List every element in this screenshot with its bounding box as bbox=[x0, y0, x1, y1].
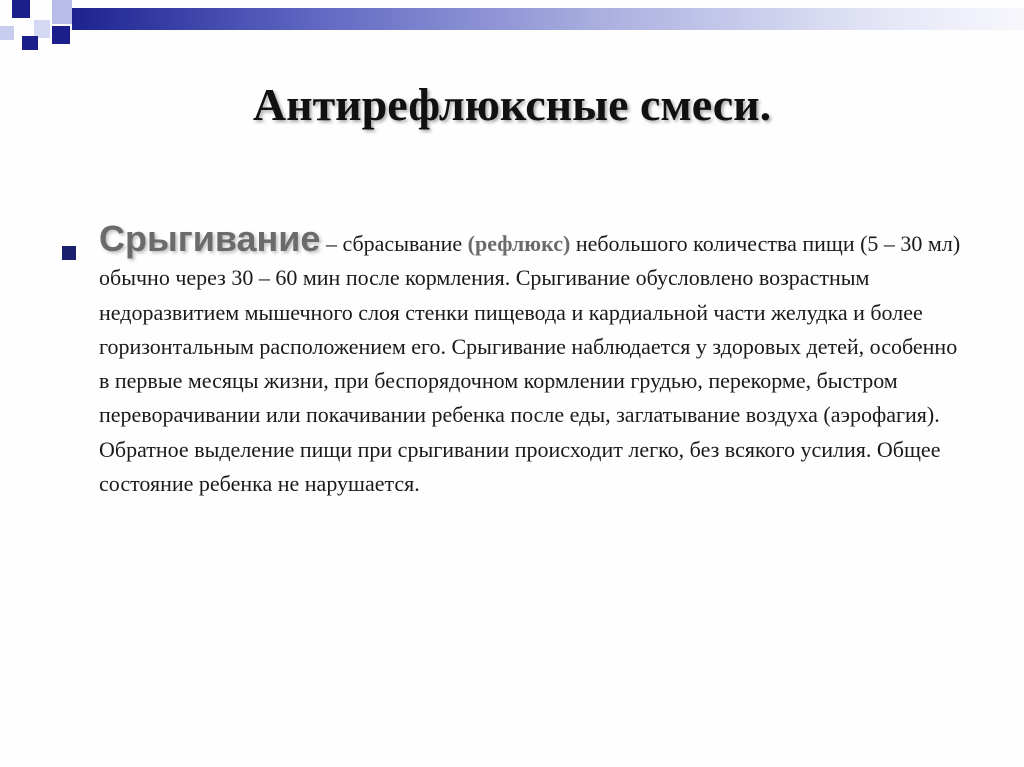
decorative-square bbox=[22, 36, 38, 50]
decorative-square bbox=[0, 26, 14, 40]
bullet-item bbox=[62, 218, 962, 501]
bullet-body: небольшого количества пищи (5 – 30 мл) обычно через 30 – 60 мин после кормления. Срыгивание обусловлено возрастным недоразвитием мышечного слоя стенки пищевода и кардиальной части желудка и более горизонтальным расположением его. Срыгивание наблюдается у здоровых детей, особенно в первые месяцы жизни, при беспорядочном кормлении грудью, перекорме, быстром переворачивании или покачивании ребенка после еды, заглатывание воздуха (аэрофагия). Обратное выделение пищи при срыгивании происходит легко, без всякого усилия. Общее состояние ребенка не нарушается. bbox=[99, 231, 961, 497]
square-bullet-icon bbox=[62, 246, 76, 260]
header-gradient-bar bbox=[72, 8, 1024, 30]
bullet-highlight: (рефлюкс) bbox=[467, 231, 571, 256]
decorative-square bbox=[12, 0, 30, 18]
bullet-dash-text: – сбрасывание bbox=[320, 231, 468, 256]
decorative-square bbox=[52, 26, 70, 44]
decorative-square bbox=[52, 0, 72, 24]
slide-title: Антирефлюксные смеси. bbox=[252, 79, 772, 130]
bullet-text bbox=[99, 218, 962, 501]
bullet-term: Срыгивание bbox=[99, 218, 321, 259]
